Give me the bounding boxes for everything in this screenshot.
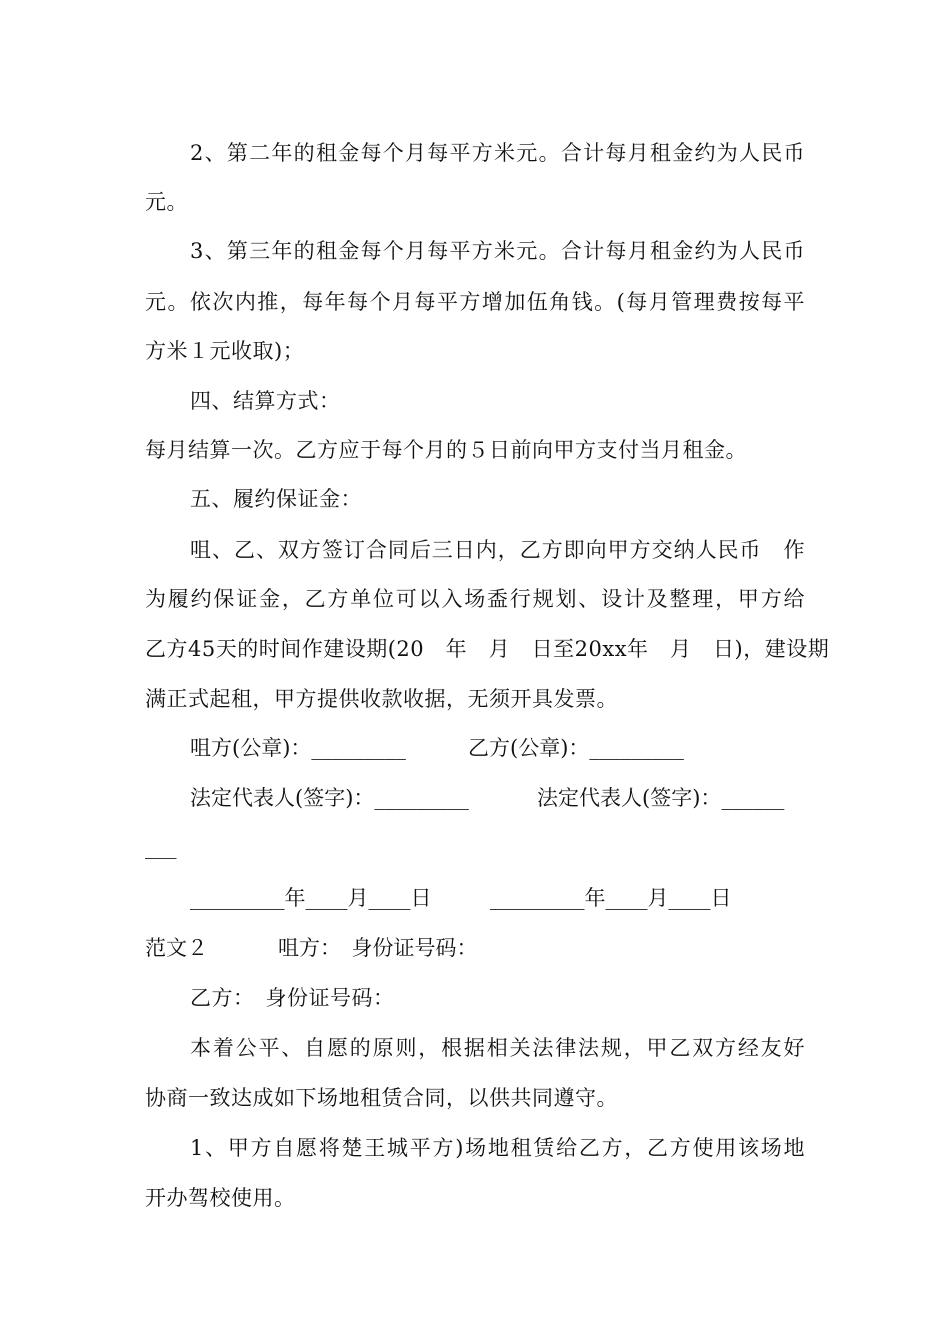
paragraph-line: 3、第三年的租金每个月每平方米元。合计每月租金约为人民币	[190, 239, 805, 263]
paragraph-line: 2、第二年的租金每个月每平方米元。合计每月租金约为人民币	[190, 141, 805, 165]
paragraph-line: 咀、乙、双方签订合同后三日内，乙方即向甲方交纳人民币 作	[190, 538, 805, 562]
paragraph-line: 乙方45天的时间作建设期(20 年 月 日至20xx年 月 日)，建设期	[145, 637, 830, 661]
paragraph-line: 本着公平、自愿的原则，根据相关法律法规，甲乙双方经友好	[190, 1036, 805, 1060]
paragraph-line: 1、甲方自愿将楚王城平方)场地租赁给乙方，乙方使用该场地	[190, 1136, 805, 1160]
section-heading: 五、履约保证金：	[190, 487, 362, 511]
party-b-seal: 乙方(公章)：_________	[468, 736, 684, 760]
party-a-seal: 咀方(公章)：_________	[190, 736, 406, 760]
paragraph-line: 方米１元收取)；	[145, 339, 305, 363]
section-heading: 四、结算方式：	[190, 389, 341, 413]
paragraph-line: 协商一致达成如下场地租赁合同，以供共同遵守。	[145, 1086, 618, 1110]
paragraph-line: 元。	[145, 190, 188, 214]
rep-a-signature: 法定代表人(签字)：_________	[190, 786, 469, 810]
rep-b-signature: 法定代表人(签字)：______	[537, 786, 785, 810]
date-b: _________年____月____日	[490, 886, 732, 910]
date-a: _________年____月____日	[190, 886, 432, 910]
paragraph-line: 为履约保证金，乙方单位可以入场盉行规划、设计及整理，甲方给	[145, 587, 805, 611]
paragraph-line: 满正式起租，甲方提供收款收据，无须开具发票。	[145, 687, 618, 711]
paragraph-line: 元。依次内推，每年每个月每平方增加伍角钱。(每月管理费按每平	[145, 290, 805, 314]
party-b-info: 乙方： 身份证号码：	[190, 986, 395, 1010]
paragraph-line: 每月结算一次。乙方应于每个月的５日前向甲方支付当月租金。	[145, 438, 747, 462]
paragraph-line: 开办驾校使用。	[145, 1186, 296, 1210]
rep-b-signature-cont: ___	[145, 835, 177, 859]
sample-label: 范文２	[145, 936, 208, 960]
party-a-info: 咀方： 身份证号码：	[278, 936, 478, 960]
